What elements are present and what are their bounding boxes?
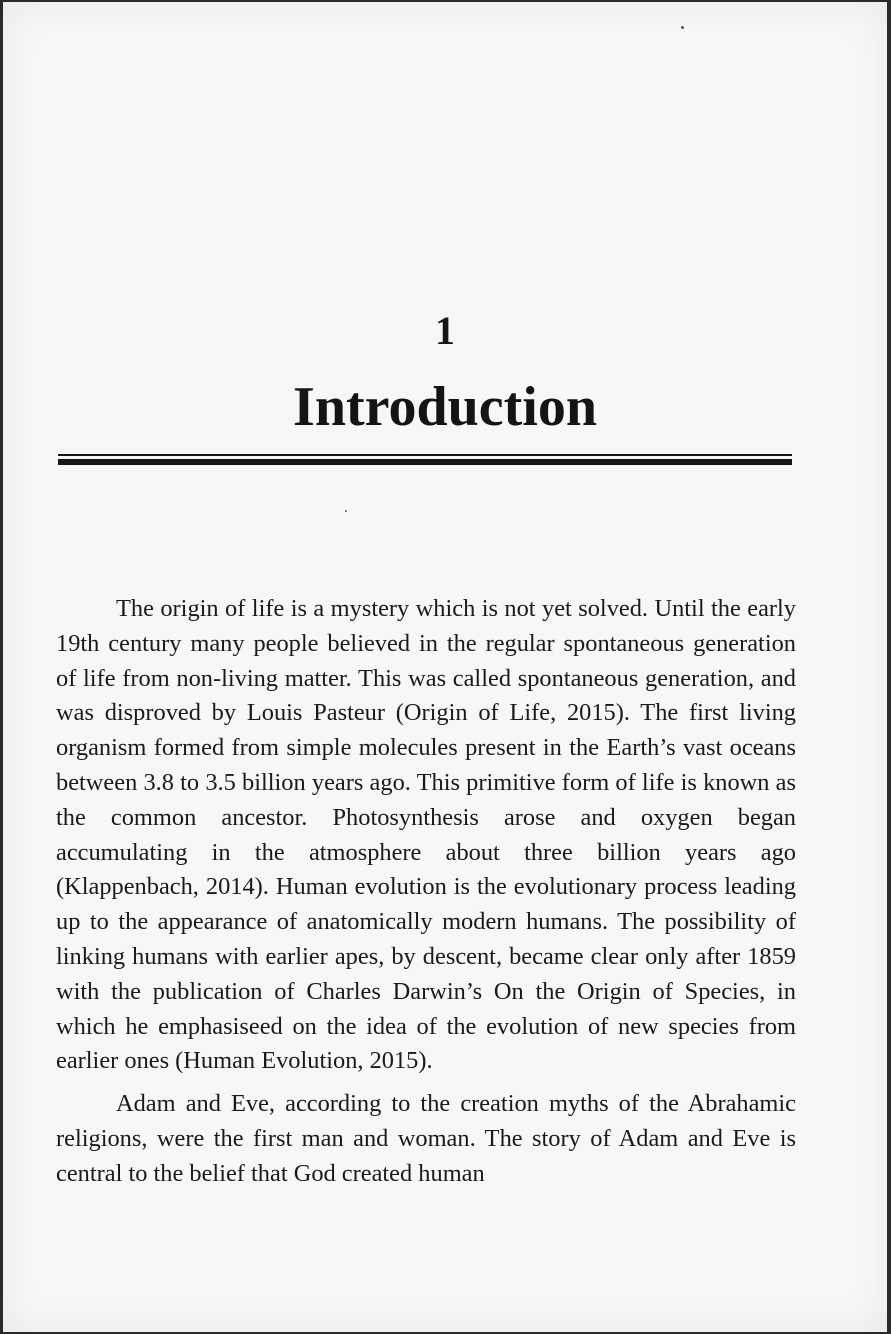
chapter-number: 1	[435, 308, 455, 353]
paragraph-origin-of-life: The origin of life is a mystery which is not yet solved. Until the early 19th century many people believed in the regular spontaneous generation of life from non-living matter. This was called spontaneous generation, and was disproved by Louis Pasteur (Origin of Life, 2015). The first living organism formed from simple molecules present in the Earth’s vast oceans between 3.8 to 3.5 billion years ago. This primitive form of life is known as the common ancestor. Photosynthesis arose and oxygen began accumulating in the atmosphere about three billion years ago (Klappenbach, 2014). Human evolution is the evolutionary process leading up to the appearance of anatomically modern humans. The possibility of linking humans with earlier apes, by descent, became clear only after 1859 with the publication of Charles Darwin’s On the Origin of Species, in which he emphasiseed on the idea of the evolution of new species from earlier ones (Human Evolution, 2015).	[56, 595, 796, 1075]
body-text	[56, 592, 796, 1192]
chapter-title: Introduction	[293, 376, 597, 438]
paper-speck	[681, 26, 684, 29]
title-rule-thin	[58, 454, 792, 456]
paper-speck	[345, 510, 347, 512]
paragraph-adam-and-eve: Adam and Eve, according to the creation myths of the Abrahamic religions, were the first man and woman. The story of Adam and Eve is central to the belief that God created human	[56, 1090, 796, 1187]
title-rule-thick	[58, 459, 792, 465]
book-page	[3, 2, 887, 1332]
